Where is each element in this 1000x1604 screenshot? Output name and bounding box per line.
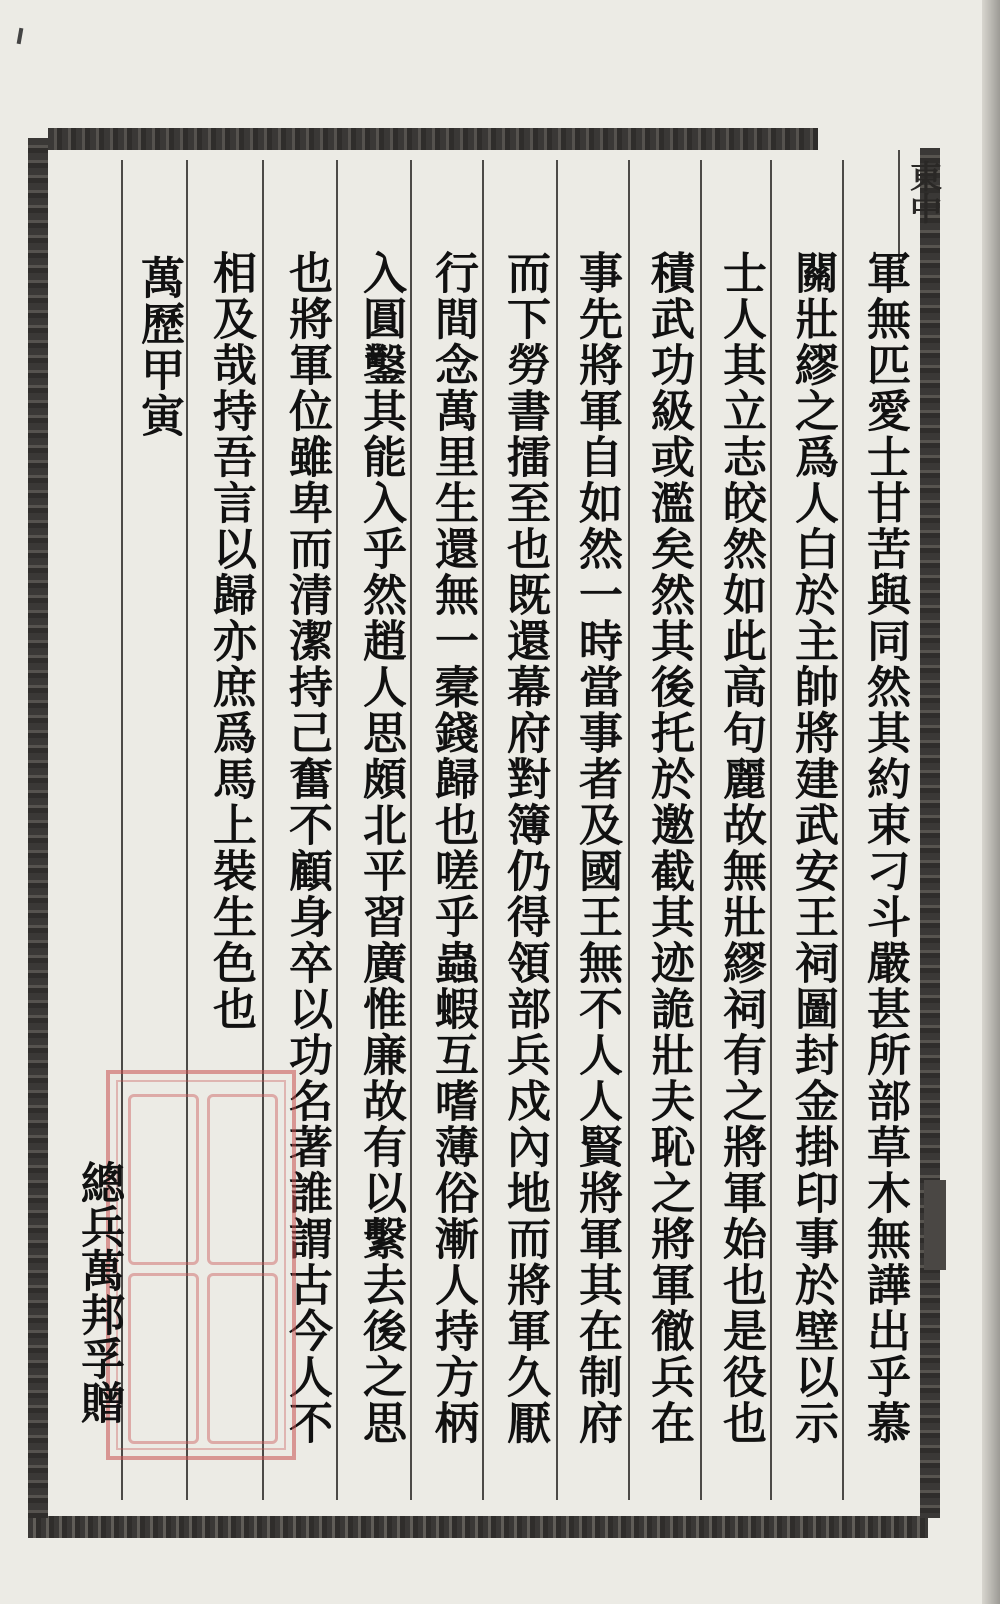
text-column-1: 軍無匹愛士甘苦與同然其約束刁斗嚴甚所部草木無譁出乎慕 xyxy=(859,250,910,1446)
library-seal-stamp xyxy=(106,1070,296,1460)
signature: 總兵萬邦孚贈 xyxy=(73,1160,124,1424)
book-title: 東中 xyxy=(905,160,943,224)
column-rule xyxy=(628,160,630,1500)
seal-glyphs xyxy=(128,1094,278,1444)
seal-glyph xyxy=(128,1273,199,1444)
page-edge xyxy=(982,0,1000,1604)
frame-top-border xyxy=(48,128,818,150)
text-column-10: 相及哉持吾言以歸亦庶爲馬上裝生色也 xyxy=(205,250,256,1032)
text-column-2: 關壯繆之爲人白於主帥將建武安王祠圖封金掛印事於壁以示 xyxy=(787,250,838,1446)
seal-glyph xyxy=(207,1094,278,1265)
fold-mark xyxy=(924,1180,946,1270)
text-column-3: 士人其立志皎然如此高句麗故無壯繆祠有之將軍始也是役也 xyxy=(715,250,766,1446)
frame-left-border xyxy=(28,138,48,1518)
text-column-9: 也將軍位雖卑而清潔持己奮不顧身卒以功名著誰謂古今人不 xyxy=(281,250,332,1446)
column-rule xyxy=(700,160,702,1500)
text-column-5: 事先將軍自如然一時當事者及國王無不人人賢將軍其在制府 xyxy=(571,250,622,1446)
seal-glyph xyxy=(207,1273,278,1444)
text-column-8: 入圓鑿其能入乎然趙人思頗北平習廣惟廉故有以繫去後之思 xyxy=(355,250,406,1446)
column-rule xyxy=(336,160,338,1500)
column-rule xyxy=(410,160,412,1500)
seal-glyph xyxy=(128,1094,199,1265)
ink-mark xyxy=(17,28,24,44)
date-column: 萬歷甲寅 xyxy=(133,255,184,439)
text-column-6: 而下勞書擂至也既還幕府對簿仍得領部兵戍內地而將軍久厭 xyxy=(499,250,550,1446)
frame-bottom-border xyxy=(28,1516,928,1538)
column-rule xyxy=(556,160,558,1500)
frame-right-border xyxy=(920,148,940,1518)
column-rule xyxy=(842,160,844,1500)
text-column-4: 積武功級或濫矣然其後托於邀截其迹詭壯夫恥之將軍徹兵在 xyxy=(643,250,694,1446)
column-rule xyxy=(482,160,484,1500)
text-column-7: 行間念萬里生還無一槖錢歸也嗟乎蟲蝦互嗜薄俗漸人持方柄 xyxy=(427,250,478,1446)
column-rule xyxy=(770,160,772,1500)
